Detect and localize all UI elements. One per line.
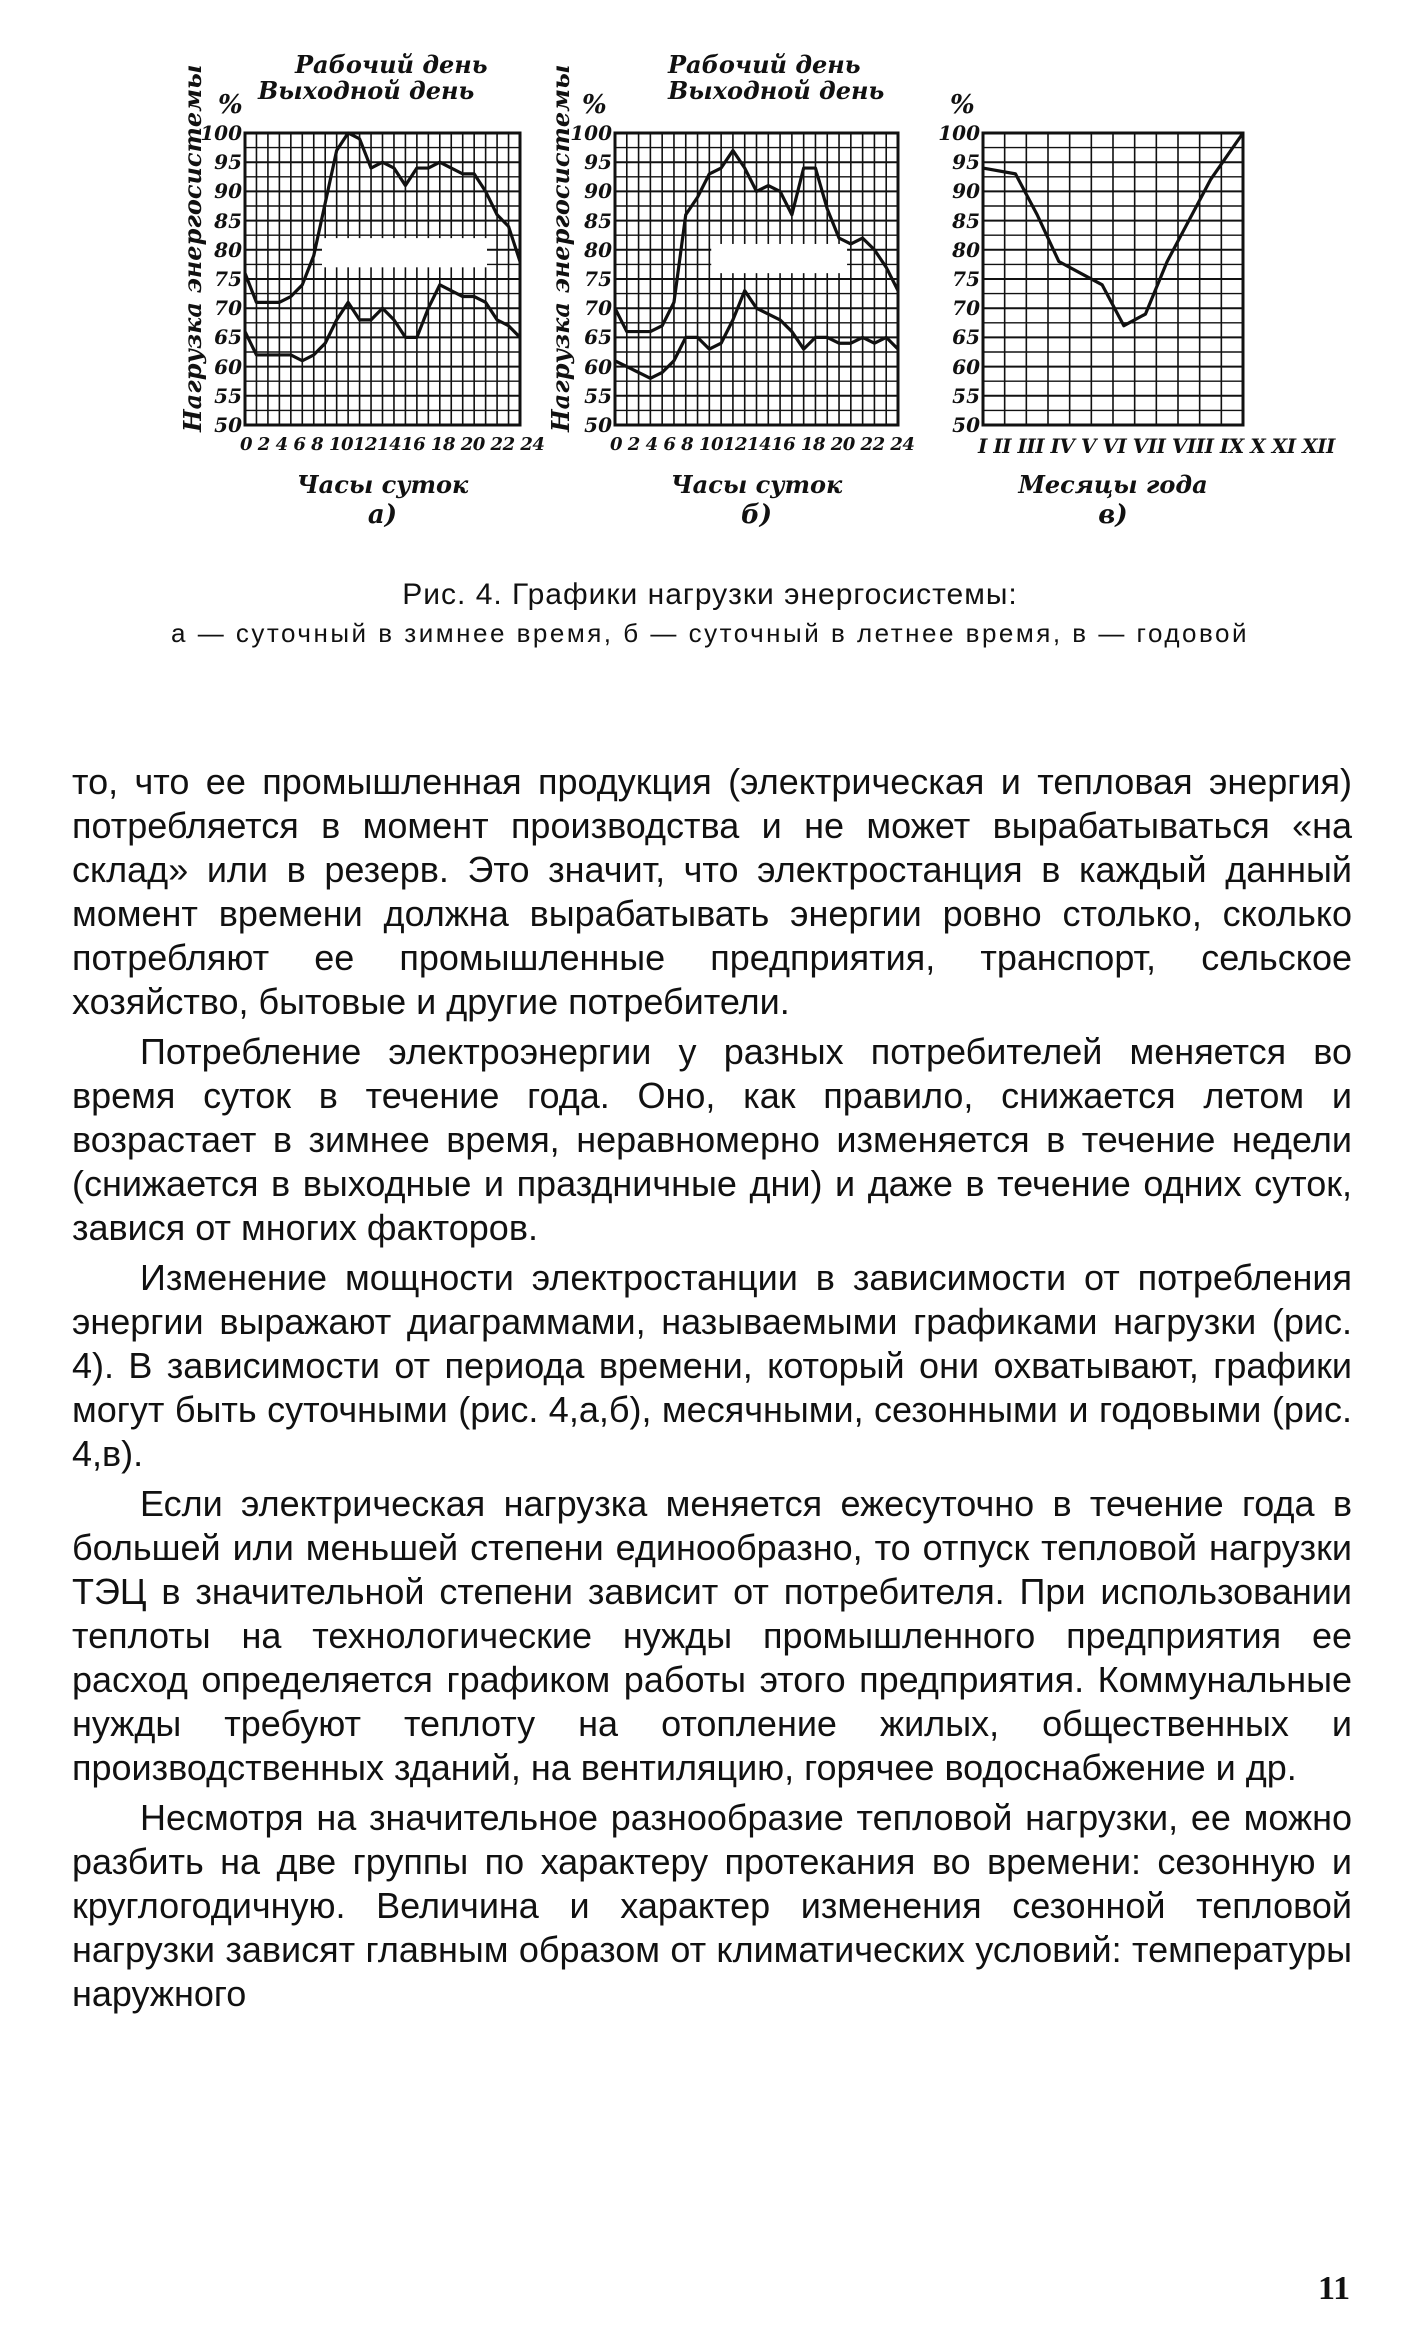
chart-c-x-ticks: I II III IV V VI VII VIII IX X XI XII [978,434,1335,458]
y-tick-label: 70 [952,296,980,321]
y-tick-label: 75 [952,267,980,291]
y-tick-label: 95 [584,150,612,175]
y-tick-label: 55 [952,383,980,408]
y-tick-label: 100 [938,121,980,145]
y-tick-label: 60 [214,354,242,379]
chart-c-x-axis-label: Месяцы года [1018,470,1208,499]
y-tick-label: 50 [214,413,242,437]
chart-a-x-axis-label: Часы суток [296,470,469,499]
y-tick-label: 60 [584,354,612,379]
chart-b-x-ticks: 0 2 4 6 8 10121416 18 20 22 24 [610,434,915,455]
blank-band [711,244,847,273]
page-number: 11 [1318,2270,1351,2307]
chart-b-panel-label: б) [740,500,773,530]
chart-b-x-axis-label: Часы суток [670,470,843,499]
y-tick-label: 65 [584,325,612,350]
y-tick-label: 65 [952,325,980,350]
y-tick-label: 90 [584,179,612,204]
y-tick-label: 90 [214,179,242,204]
paragraph: то, что ее промышленная продукция (электрическая и тепловая энергия) потребляется в момент производства и не может вырабатываться «на склад» или в резерв. Это значит, что электростанция в каждый данный момент времени должна вырабатывать энергии ровно столько, сколько потребляют ее промышленные предприятия, транспорт, сельское хозяйство, бытовые и другие потребители. [72,761,1352,1022]
figure-caption-title: Рис. 4. Графики нагрузки энергосистемы: [402,578,1018,611]
chart-b-unit: % [582,90,607,120]
chart-b-plot [615,133,898,425]
y-tick-label: 70 [214,296,242,321]
y-tick-label: 70 [584,296,612,321]
chart-a-legend-workday: Рабочий день [295,50,488,79]
chart-a-plot [245,133,520,425]
chart-a-y-axis-label: Нагрузка энергосистемы [178,64,207,432]
y-tick-label: 85 [952,208,980,233]
y-tick-label: 80 [952,237,980,262]
y-tick-label: 60 [952,354,980,379]
figure-4 [0,0,1417,700]
chart-c [983,133,1243,429]
figure-caption-body: а — суточный в зимнее время, б — суточный в летнее время, в — годовой [171,618,1249,648]
paragraph: Если электрическая нагрузка меняется ежесуточно в течение года в большей или меньшей степени единообразно, то отпуск тепловой нагрузки ТЭЦ в значительной степени зависит от потребителя. При использовании теплоты на технологические нужды промышленного предприятия ее расход определяется графиком работы этого предприятия. Коммунальные нужды требуют теплоту на отопление жилых, общественных и производственных зданий, на вентиляцию, горячее водоснабжение и др. [72,1483,1352,1788]
y-tick-label: 75 [584,267,612,291]
blank-band [322,238,487,267]
y-tick-label: 85 [584,208,612,233]
y-tick-label: 85 [214,208,242,233]
paragraph: Изменение мощности электростанции в зависимости от потребления энергии выражают диаграммами, называемыми графиками нагрузки (рис. 4). В зависимости от периода времени, который они охватывают, графики могут быть суточными (рис. 4,а,б), месячными, сезонными и годовыми (рис. 4,в). [72,1257,1352,1474]
y-tick-label: 95 [214,150,242,175]
y-tick-label: 75 [214,267,242,291]
chart-a-panel-label: а) [367,500,398,530]
y-tick-label: 95 [952,150,980,175]
y-tick-label: 65 [214,325,242,350]
y-tick-label: 80 [214,237,242,262]
y-tick-label: 100 [200,121,242,145]
chart-c-panel-label: в) [1098,500,1128,530]
chart-b-y-axis-label: Нагрузка энергосистемы [546,64,575,432]
y-tick-label: 50 [952,413,980,437]
y-tick-label: 90 [952,179,980,204]
chart-b-legend-workday: Рабочий день [668,50,861,79]
chart-b-legend-dayoff: Выходной день [668,76,885,105]
chart-a-unit: % [218,90,243,120]
y-tick-label: 50 [584,413,612,437]
y-tick-label: 55 [214,383,242,408]
paragraph: Несмотря на значительное разнообразие тепловой нагрузки, ее можно разбить на две группы по характеру протекания во времени: сезонную и круглогодичную. Величина и характер изменения сезонной тепловой нагрузки зависят главным образом от климатических условий: температуры наружного [72,1797,1352,2014]
chart-c-plot [983,133,1243,425]
paragraph: Потребление электроэнергии у разных потребителей меняется во время суток в течение года. Оно, как правило, снижается летом и возрастает в зимнее время, неравномерно изменяется в течение недели (снижается в выходные и праздничные дни) и даже в течение одних суток, завися от многих факторов. [72,1031,1352,1248]
body-text [72,760,1352,2022]
chart-a-legend-dayoff: Выходной день [258,76,475,105]
y-tick-label: 55 [584,383,612,408]
chart-c-unit: % [950,90,975,120]
chart-a [245,133,520,429]
y-tick-label: 80 [584,237,612,262]
y-tick-label: 100 [570,121,612,145]
chart-b [615,133,898,429]
chart-a-x-ticks: 0 2 4 6 8 10121416 18 20 22 24 [240,434,545,455]
